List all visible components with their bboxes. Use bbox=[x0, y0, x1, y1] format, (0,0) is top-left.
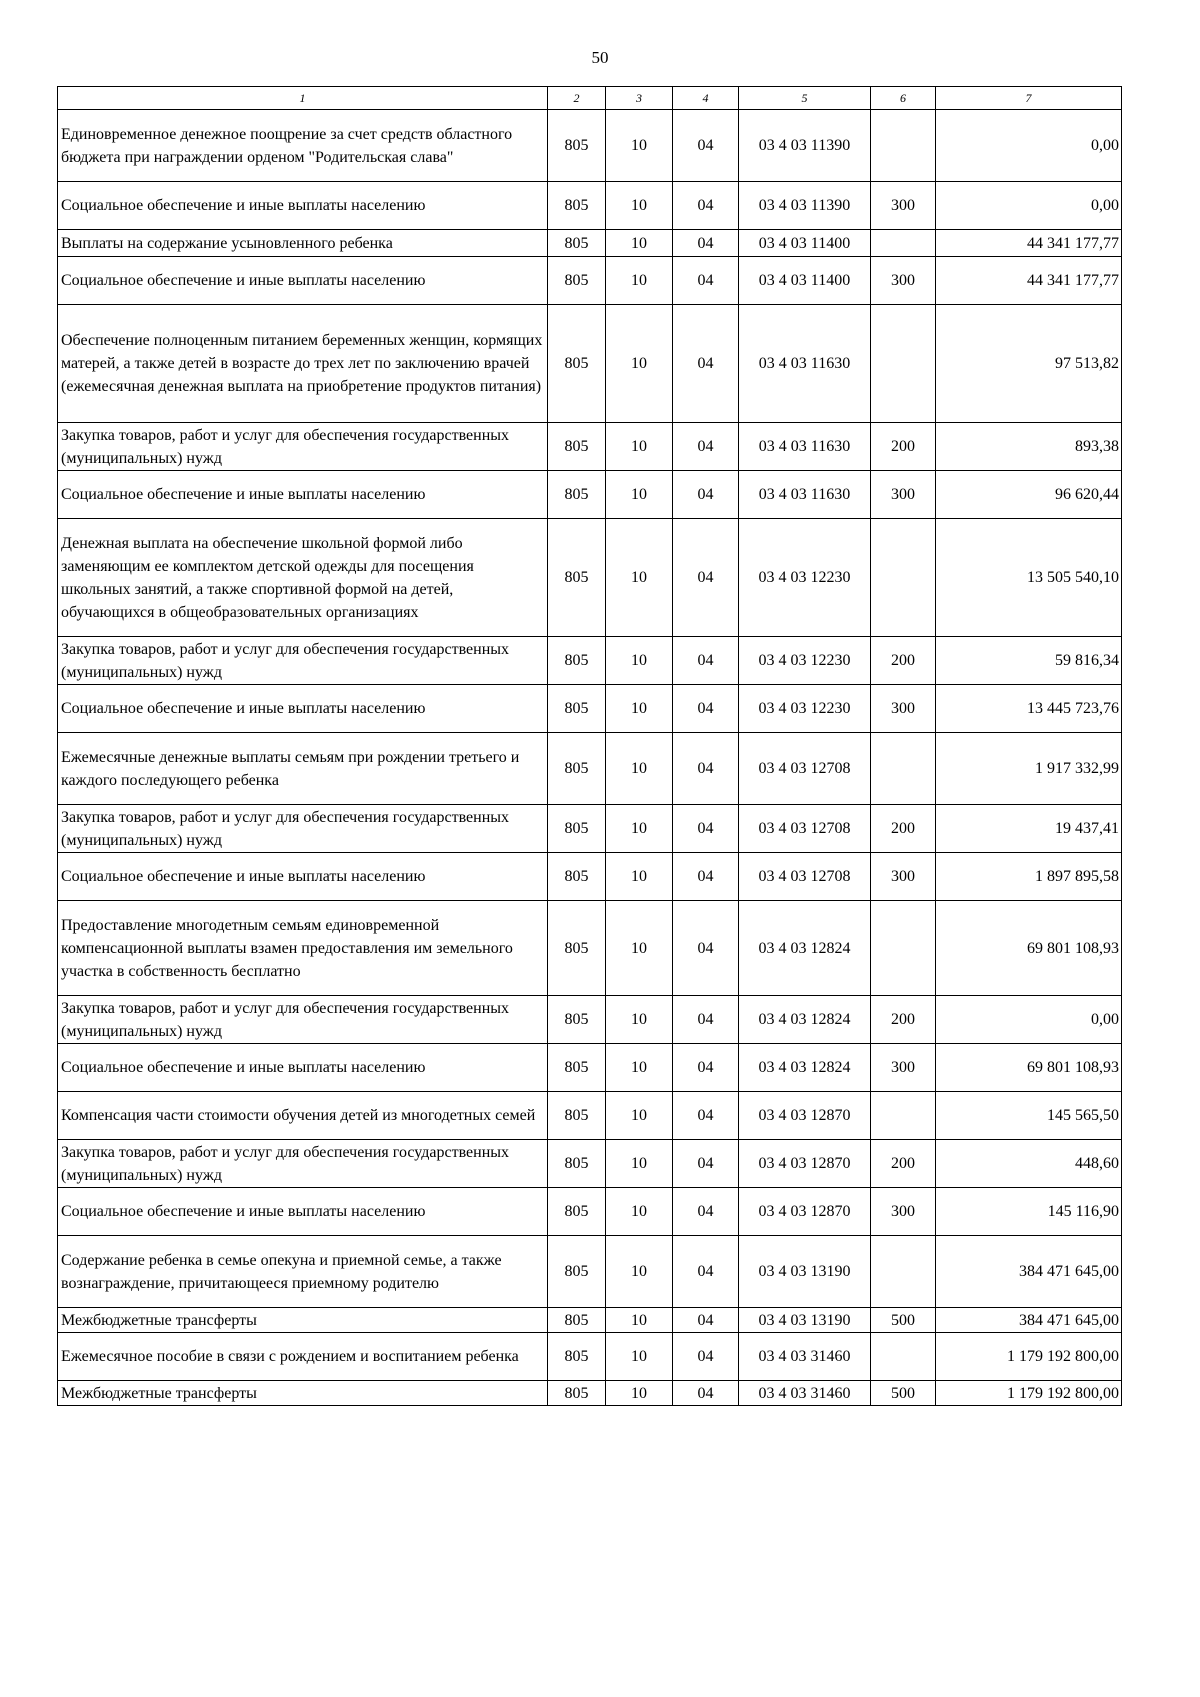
row-section: 10 bbox=[606, 1333, 673, 1381]
row-target-article: 03 4 03 11390 bbox=[739, 110, 871, 182]
table-row bbox=[58, 182, 1122, 230]
row-target-article: 03 4 03 12230 bbox=[739, 685, 871, 733]
row-subsection: 04 bbox=[673, 1188, 739, 1236]
row-subsection: 04 bbox=[673, 805, 739, 853]
row-expense-type bbox=[871, 110, 936, 182]
budget-table bbox=[57, 86, 1122, 1406]
row-target-article: 03 4 03 12824 bbox=[739, 1044, 871, 1092]
header-cell-4: 4 bbox=[673, 87, 739, 110]
row-amount: 0,00 bbox=[936, 996, 1122, 1044]
row-expense-type bbox=[871, 305, 936, 423]
row-target-article: 03 4 03 31460 bbox=[739, 1333, 871, 1381]
row-amount: 1 897 895,58 bbox=[936, 853, 1122, 901]
row-amount: 1 179 192 800,00 bbox=[936, 1333, 1122, 1381]
row-ved-code: 805 bbox=[548, 110, 606, 182]
row-name: Социальное обеспечение и иные выплаты населению bbox=[58, 182, 548, 230]
row-expense-type: 200 bbox=[871, 1140, 936, 1188]
row-target-article: 03 4 03 11630 bbox=[739, 471, 871, 519]
row-target-article: 03 4 03 13190 bbox=[739, 1236, 871, 1308]
row-expense-type: 200 bbox=[871, 805, 936, 853]
row-name: Денежная выплата на обеспечение школьной формой либо заменяющим ее комплектом детской одежды для посещения школьных занятий, а также спортивной формой на детей, обучающихся в общеобразовательных организациях bbox=[58, 519, 548, 637]
row-target-article: 03 4 03 12230 bbox=[739, 637, 871, 685]
row-name: Ежемесячное пособие в связи с рождением и воспитанием ребенка bbox=[58, 1333, 548, 1381]
row-expense-type: 300 bbox=[871, 182, 936, 230]
table-row bbox=[58, 901, 1122, 996]
row-expense-type: 200 bbox=[871, 996, 936, 1044]
table-row bbox=[58, 471, 1122, 519]
row-name: Межбюджетные трансферты bbox=[58, 1381, 548, 1406]
row-name: Закупка товаров, работ и услуг для обеспечения государственных (муниципальных) нужд bbox=[58, 996, 548, 1044]
row-ved-code: 805 bbox=[548, 182, 606, 230]
row-amount: 0,00 bbox=[936, 110, 1122, 182]
table-row bbox=[58, 110, 1122, 182]
row-section: 10 bbox=[606, 182, 673, 230]
row-target-article: 03 4 03 12824 bbox=[739, 901, 871, 996]
page-number: 50 bbox=[591, 48, 609, 67]
row-name: Социальное обеспечение и иные выплаты населению bbox=[58, 685, 548, 733]
row-target-article: 03 4 03 13190 bbox=[739, 1308, 871, 1333]
row-amount: 1 179 192 800,00 bbox=[936, 1381, 1122, 1406]
row-target-article: 03 4 03 31460 bbox=[739, 1381, 871, 1406]
row-name: Ежемесячные денежные выплаты семьям при рождении третьего и каждого последующего ребенка bbox=[58, 733, 548, 805]
row-amount: 69 801 108,93 bbox=[936, 1044, 1122, 1092]
header-cell-6: 6 bbox=[871, 87, 936, 110]
row-section: 10 bbox=[606, 1188, 673, 1236]
row-ved-code: 805 bbox=[548, 685, 606, 733]
table-row bbox=[58, 1381, 1122, 1406]
row-subsection: 04 bbox=[673, 182, 739, 230]
row-name: Закупка товаров, работ и услуг для обеспечения государственных (муниципальных) нужд bbox=[58, 423, 548, 471]
table-row bbox=[58, 230, 1122, 257]
row-ved-code: 805 bbox=[548, 230, 606, 257]
row-amount: 0,00 bbox=[936, 182, 1122, 230]
row-ved-code: 805 bbox=[548, 1140, 606, 1188]
row-ved-code: 805 bbox=[548, 1188, 606, 1236]
row-subsection: 04 bbox=[673, 1236, 739, 1308]
row-section: 10 bbox=[606, 257, 673, 305]
row-section: 10 bbox=[606, 1308, 673, 1333]
row-name: Межбюджетные трансферты bbox=[58, 1308, 548, 1333]
header-cell-7: 7 bbox=[936, 87, 1122, 110]
header-cell-1: 1 bbox=[58, 87, 548, 110]
row-target-article: 03 4 03 12708 bbox=[739, 733, 871, 805]
row-target-article: 03 4 03 11630 bbox=[739, 305, 871, 423]
row-expense-type bbox=[871, 1333, 936, 1381]
row-expense-type bbox=[871, 733, 936, 805]
row-expense-type bbox=[871, 1092, 936, 1140]
row-section: 10 bbox=[606, 733, 673, 805]
row-expense-type bbox=[871, 901, 936, 996]
row-subsection: 04 bbox=[673, 1308, 739, 1333]
row-amount: 384 471 645,00 bbox=[936, 1236, 1122, 1308]
row-ved-code: 805 bbox=[548, 901, 606, 996]
row-ved-code: 805 bbox=[548, 733, 606, 805]
row-section: 10 bbox=[606, 805, 673, 853]
row-subsection: 04 bbox=[673, 230, 739, 257]
row-amount: 97 513,82 bbox=[936, 305, 1122, 423]
row-subsection: 04 bbox=[673, 733, 739, 805]
row-subsection: 04 bbox=[673, 1044, 739, 1092]
row-subsection: 04 bbox=[673, 257, 739, 305]
row-name: Предоставление многодетным семьям единовременной компенсационной выплаты взамен предоставления им земельного участка в собственность бесплатно bbox=[58, 901, 548, 996]
row-subsection: 04 bbox=[673, 685, 739, 733]
row-section: 10 bbox=[606, 519, 673, 637]
row-ved-code: 805 bbox=[548, 1092, 606, 1140]
row-amount: 19 437,41 bbox=[936, 805, 1122, 853]
row-section: 10 bbox=[606, 1236, 673, 1308]
row-target-article: 03 4 03 11400 bbox=[739, 230, 871, 257]
row-ved-code: 805 bbox=[548, 305, 606, 423]
table-row bbox=[58, 637, 1122, 685]
row-subsection: 04 bbox=[673, 423, 739, 471]
table-row bbox=[58, 805, 1122, 853]
row-expense-type: 200 bbox=[871, 637, 936, 685]
row-subsection: 04 bbox=[673, 1092, 739, 1140]
row-amount: 44 341 177,77 bbox=[936, 230, 1122, 257]
row-subsection: 04 bbox=[673, 471, 739, 519]
table-row bbox=[58, 423, 1122, 471]
row-subsection: 04 bbox=[673, 901, 739, 996]
row-expense-type: 300 bbox=[871, 257, 936, 305]
row-ved-code: 805 bbox=[548, 423, 606, 471]
table-body bbox=[58, 110, 1122, 1406]
row-target-article: 03 4 03 12230 bbox=[739, 519, 871, 637]
row-target-article: 03 4 03 11630 bbox=[739, 423, 871, 471]
row-subsection: 04 bbox=[673, 1140, 739, 1188]
row-amount: 44 341 177,77 bbox=[936, 257, 1122, 305]
header-cell-3: 3 bbox=[606, 87, 673, 110]
table-row bbox=[58, 1236, 1122, 1308]
row-section: 10 bbox=[606, 1044, 673, 1092]
row-expense-type: 200 bbox=[871, 423, 936, 471]
row-name: Социальное обеспечение и иные выплаты населению bbox=[58, 471, 548, 519]
row-subsection: 04 bbox=[673, 1381, 739, 1406]
row-section: 10 bbox=[606, 853, 673, 901]
row-ved-code: 805 bbox=[548, 519, 606, 637]
row-name: Содержание ребенка в семье опекуна и приемной семье, а также вознаграждение, причитающееся приемному родителю bbox=[58, 1236, 548, 1308]
row-expense-type: 500 bbox=[871, 1308, 936, 1333]
row-name: Социальное обеспечение и иные выплаты населению bbox=[58, 1044, 548, 1092]
row-name: Закупка товаров, работ и услуг для обеспечения государственных (муниципальных) нужд bbox=[58, 1140, 548, 1188]
row-subsection: 04 bbox=[673, 853, 739, 901]
table-row bbox=[58, 1308, 1122, 1333]
row-subsection: 04 bbox=[673, 1333, 739, 1381]
row-section: 10 bbox=[606, 230, 673, 257]
row-expense-type: 300 bbox=[871, 1044, 936, 1092]
row-target-article: 03 4 03 12708 bbox=[739, 805, 871, 853]
row-section: 10 bbox=[606, 901, 673, 996]
row-expense-type: 300 bbox=[871, 685, 936, 733]
header-cell-2: 2 bbox=[548, 87, 606, 110]
row-expense-type: 300 bbox=[871, 471, 936, 519]
table-row bbox=[58, 1188, 1122, 1236]
row-name: Закупка товаров, работ и услуг для обеспечения государственных (муниципальных) нужд bbox=[58, 637, 548, 685]
row-target-article: 03 4 03 11390 bbox=[739, 182, 871, 230]
row-target-article: 03 4 03 12708 bbox=[739, 853, 871, 901]
row-expense-type bbox=[871, 1236, 936, 1308]
row-target-article: 03 4 03 12870 bbox=[739, 1140, 871, 1188]
table-row bbox=[58, 1092, 1122, 1140]
row-subsection: 04 bbox=[673, 996, 739, 1044]
row-ved-code: 805 bbox=[548, 996, 606, 1044]
row-ved-code: 805 bbox=[548, 1044, 606, 1092]
table-row bbox=[58, 305, 1122, 423]
row-ved-code: 805 bbox=[548, 1333, 606, 1381]
row-section: 10 bbox=[606, 1381, 673, 1406]
row-ved-code: 805 bbox=[548, 1236, 606, 1308]
row-subsection: 04 bbox=[673, 110, 739, 182]
row-subsection: 04 bbox=[673, 305, 739, 423]
header-row bbox=[58, 87, 1122, 110]
row-amount: 59 816,34 bbox=[936, 637, 1122, 685]
table-row bbox=[58, 733, 1122, 805]
row-section: 10 bbox=[606, 110, 673, 182]
row-section: 10 bbox=[606, 471, 673, 519]
row-name: Компенсация части стоимости обучения детей из многодетных семей bbox=[58, 1092, 548, 1140]
row-target-article: 03 4 03 11400 bbox=[739, 257, 871, 305]
table-row bbox=[58, 1333, 1122, 1381]
row-amount: 13 505 540,10 bbox=[936, 519, 1122, 637]
row-target-article: 03 4 03 12870 bbox=[739, 1188, 871, 1236]
row-name: Закупка товаров, работ и услуг для обеспечения государственных (муниципальных) нужд bbox=[58, 805, 548, 853]
row-name: Выплаты на содержание усыновленного ребенка bbox=[58, 230, 548, 257]
table-row bbox=[58, 257, 1122, 305]
row-expense-type: 500 bbox=[871, 1381, 936, 1406]
row-target-article: 03 4 03 12824 bbox=[739, 996, 871, 1044]
row-expense-type: 300 bbox=[871, 853, 936, 901]
row-name: Социальное обеспечение и иные выплаты населению bbox=[58, 853, 548, 901]
row-name: Социальное обеспечение и иные выплаты населению bbox=[58, 257, 548, 305]
row-expense-type bbox=[871, 230, 936, 257]
row-name: Обеспечение полноценным питанием беременных женщин, кормящих матерей, а также детей в возрасте до трех лет по заключению врачей (ежемесячная денежная выплата на приобретение продуктов питания) bbox=[58, 305, 548, 423]
table-row bbox=[58, 996, 1122, 1044]
table-row bbox=[58, 685, 1122, 733]
row-amount: 448,60 bbox=[936, 1140, 1122, 1188]
row-ved-code: 805 bbox=[548, 471, 606, 519]
row-amount: 13 445 723,76 bbox=[936, 685, 1122, 733]
row-section: 10 bbox=[606, 1092, 673, 1140]
row-expense-type: 300 bbox=[871, 1188, 936, 1236]
table-row bbox=[58, 1140, 1122, 1188]
row-section: 10 bbox=[606, 996, 673, 1044]
row-amount: 384 471 645,00 bbox=[936, 1308, 1122, 1333]
row-subsection: 04 bbox=[673, 637, 739, 685]
row-ved-code: 805 bbox=[548, 805, 606, 853]
row-expense-type bbox=[871, 519, 936, 637]
row-section: 10 bbox=[606, 685, 673, 733]
row-name: Единовременное денежное поощрение за счет средств областного бюджета при награждении орденом "Родительская слава" bbox=[58, 110, 548, 182]
row-ved-code: 805 bbox=[548, 637, 606, 685]
row-section: 10 bbox=[606, 423, 673, 471]
row-section: 10 bbox=[606, 1140, 673, 1188]
row-amount: 96 620,44 bbox=[936, 471, 1122, 519]
row-amount: 893,38 bbox=[936, 423, 1122, 471]
row-target-article: 03 4 03 12870 bbox=[739, 1092, 871, 1140]
table-row bbox=[58, 853, 1122, 901]
row-ved-code: 805 bbox=[548, 853, 606, 901]
row-ved-code: 805 bbox=[548, 257, 606, 305]
row-subsection: 04 bbox=[673, 519, 739, 637]
row-amount: 1 917 332,99 bbox=[936, 733, 1122, 805]
row-section: 10 bbox=[606, 637, 673, 685]
row-amount: 145 116,90 bbox=[936, 1188, 1122, 1236]
table-row bbox=[58, 1044, 1122, 1092]
row-amount: 69 801 108,93 bbox=[936, 901, 1122, 996]
row-name: Социальное обеспечение и иные выплаты населению bbox=[58, 1188, 548, 1236]
row-section: 10 bbox=[606, 305, 673, 423]
table-row bbox=[58, 519, 1122, 637]
header-cell-5: 5 bbox=[739, 87, 871, 110]
row-ved-code: 805 bbox=[548, 1308, 606, 1333]
row-ved-code: 805 bbox=[548, 1381, 606, 1406]
row-amount: 145 565,50 bbox=[936, 1092, 1122, 1140]
